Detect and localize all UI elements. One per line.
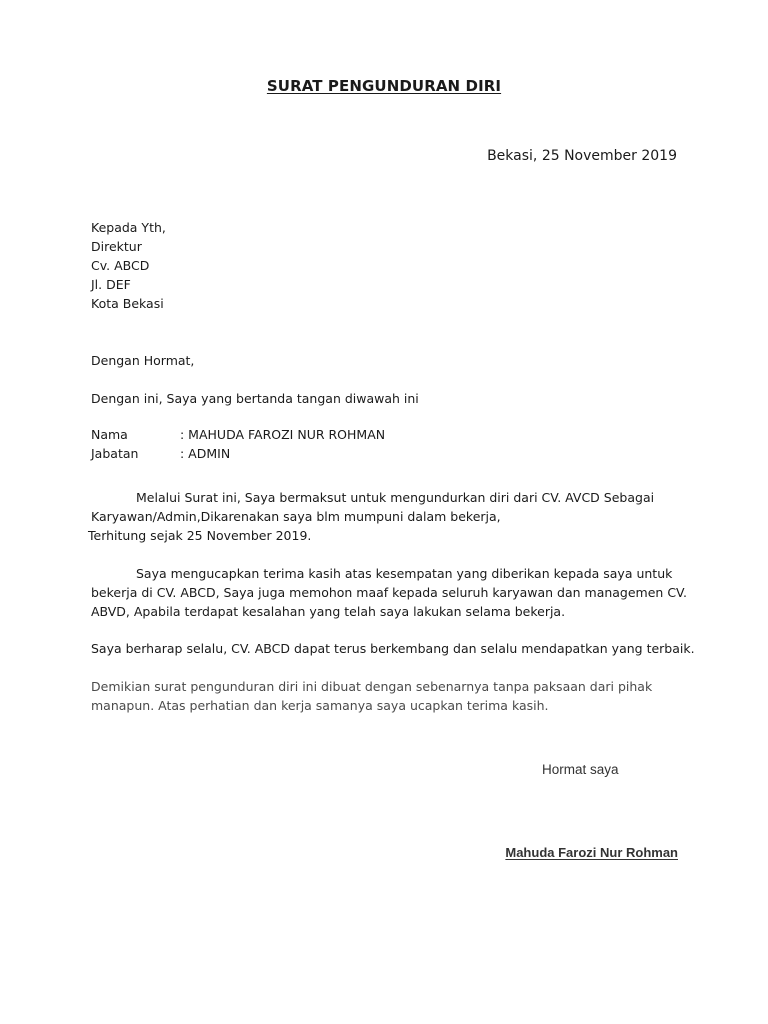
paragraph-line: Saya mengucapkan terima kasih atas kesempatan yang diberikan kepada saya untuk xyxy=(136,566,673,581)
letter-title: SURAT PENGUNDURAN DIRI xyxy=(266,77,502,95)
name-value: : MAHUDA FAROZI NUR ROHMAN xyxy=(180,427,386,442)
greeting: Dengan Hormat, xyxy=(91,353,195,368)
recipient-line: Direktur xyxy=(91,239,142,254)
recipient-line: Kota Bekasi xyxy=(91,296,164,311)
signature-name: Mahuda Farozi Nur Rohman xyxy=(505,845,678,860)
paragraph-line: Melalui Surat ini, Saya bermaksut untuk mengundurkan diri dari CV. AVCD Sebagai xyxy=(136,490,655,505)
paragraph-line: bekerja di CV. ABCD, Saya juga memohon maaf kepada seluruh karyawan dan managemen CV. xyxy=(91,585,687,600)
intro-text: Dengan ini, Saya yang bertanda tangan diwawah ini xyxy=(91,391,419,406)
paragraph-line: manapun. Atas perhatian dan kerja samanya saya ucapkan terima kasih. xyxy=(91,698,549,713)
recipient-line: Cv. ABCD xyxy=(91,258,150,273)
letter-date: Bekasi, 25 November 2019 xyxy=(487,148,677,164)
recipient-line: Kepada Yth, xyxy=(91,220,166,235)
paragraph-hope: Saya berharap selalu, CV. ABCD dapat terus berkembang dan selalu mendapatkan yang terbaik. xyxy=(91,641,695,656)
position-label: Jabatan xyxy=(91,446,139,461)
recipient-line: Jl. DEF xyxy=(91,277,131,292)
name-label: Nama xyxy=(91,427,128,442)
paragraph-line: Demikian surat pengunduran diri ini dibuat dengan sebenarnya tanpa paksaan dari pihak xyxy=(91,679,653,694)
paragraph-line: Karyawan/Admin,Dikarenakan saya blm mumpuni dalam bekerja, xyxy=(91,509,501,524)
paragraph-line: Terhitung sejak 25 November 2019. xyxy=(88,528,312,543)
position-value: : ADMIN xyxy=(180,446,231,461)
closing-salutation: Hormat saya xyxy=(542,762,619,777)
paragraph-line: ABVD, Apabila terdapat kesalahan yang telah saya lakukan selama bekerja. xyxy=(91,604,566,619)
